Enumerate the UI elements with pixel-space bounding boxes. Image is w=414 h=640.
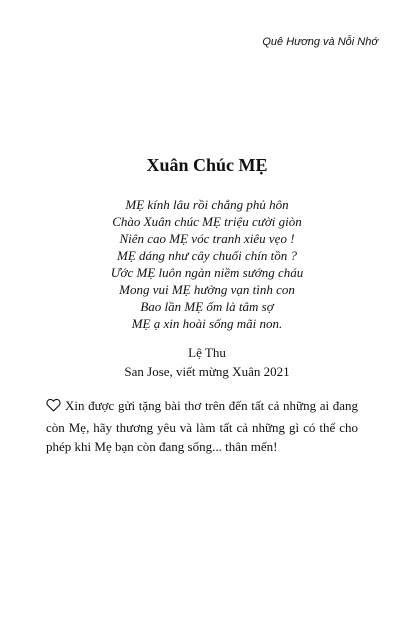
poem-line: Ước MẸ luôn ngàn niềm sướng cháu xyxy=(110,265,304,280)
poem-line: Bao lần MẸ ốm là tâm sợ xyxy=(140,299,274,314)
poem-line: MẸ ạ xin hoài sống mãi non. xyxy=(131,316,283,331)
poem-line: Niên cao MẸ vóc tranh xiêu vẹo ! xyxy=(119,231,295,246)
poem-body xyxy=(0,196,414,332)
running-header: Quê Hương và Nỗi Nhớ xyxy=(262,36,378,48)
author-block xyxy=(0,343,414,381)
poem-line: Mong vui MẸ hưởng vạn tình con xyxy=(119,282,295,297)
poem-line: MẸ kính lâu rồi chẳng phủ hôn xyxy=(125,197,289,212)
dedication-paragraph xyxy=(46,396,358,457)
poem-line: MẸ dáng như cây chuối chín tồn ? xyxy=(116,248,298,263)
author-name: Lệ Thu xyxy=(188,345,226,360)
author-place-date: San Jose, viết mừng Xuân 2021 xyxy=(124,364,290,379)
dedication-text: Xin được gửi tặng bài thơ trên đến tất cả những ai đang còn Mẹ, hãy thương yêu và làm tất cả những gì có thể cho phép khi Mẹ bạn còn đang sống... thân mến! xyxy=(46,398,358,454)
heart-outline-icon xyxy=(46,398,61,418)
poem-line: Chào Xuân chúc MẸ triệu cười giòn xyxy=(112,214,302,229)
poem-title: Xuân Chúc MẸ xyxy=(146,155,268,175)
